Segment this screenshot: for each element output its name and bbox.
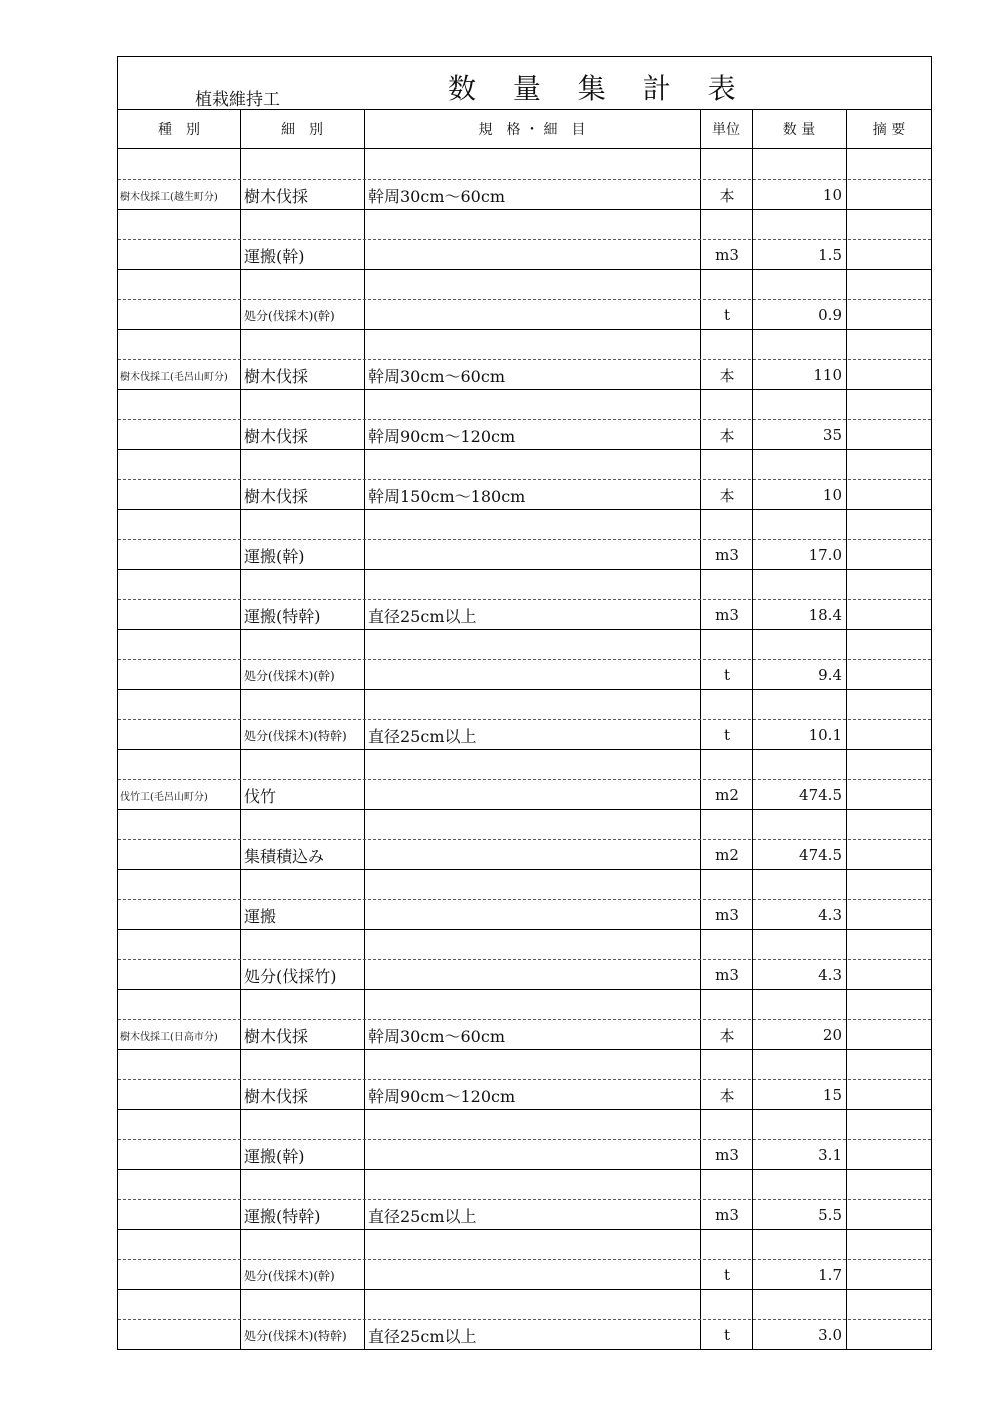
cell-spec: 直径25cm以上	[368, 1326, 477, 1346]
row-divider-dashed	[118, 719, 931, 720]
cell-detail: 処分(伐採竹)	[244, 966, 337, 986]
quantity-summary-sheet	[117, 56, 932, 1350]
cell-spec	[368, 1260, 698, 1290]
cell-spec: 幹周30cm～60cm	[368, 1026, 505, 1046]
cell-type: 樹木伐採工(越生町分)	[120, 191, 218, 203]
cell-type	[120, 840, 240, 870]
cell-type: 伐竹工(毛呂山町分)	[120, 791, 208, 803]
cell-quantity: 18.4	[808, 606, 842, 624]
cell-unit: m3	[715, 246, 739, 264]
cell-unit: m3	[715, 1206, 739, 1224]
cell-spec	[368, 780, 698, 810]
cell-type	[120, 420, 240, 450]
cell-spec: 幹周150cm～180cm	[368, 486, 526, 506]
cell-detail: 運搬(幹)	[244, 546, 305, 566]
cell-unit: m3	[715, 966, 739, 984]
cell-spec: 直径25cm以上	[368, 1206, 477, 1226]
column-divider	[700, 110, 701, 1349]
cell-quantity: 20	[822, 1026, 842, 1044]
cell-unit: t	[723, 1266, 731, 1284]
cell-spec	[368, 540, 698, 570]
cell-type: 樹木伐採工(日高市分)	[120, 1031, 218, 1043]
row-divider-dashed	[118, 299, 931, 300]
cell-spec: 幹周90cm～120cm	[368, 1086, 516, 1106]
row-divider	[118, 689, 931, 690]
column-divider	[240, 110, 241, 1349]
cell-spec: 幹周30cm～60cm	[368, 366, 505, 386]
cell-detail: 処分(伐採木)(幹)	[244, 668, 335, 683]
cell-quantity: 3.0	[818, 1326, 842, 1344]
cell-spec	[368, 300, 698, 330]
row-divider	[118, 809, 931, 810]
row-divider-dashed	[118, 779, 931, 780]
cell-spec: 幹周30cm～60cm	[368, 186, 505, 206]
cell-unit: m2	[715, 786, 739, 804]
cell-detail: 樹木伐採	[244, 486, 309, 506]
cell-quantity: 15	[822, 1086, 842, 1104]
row-divider-dashed	[118, 419, 931, 420]
cell-detail: 運搬(特幹)	[244, 1206, 321, 1226]
cell-unit: t	[723, 1326, 731, 1344]
row-divider	[118, 1229, 931, 1230]
row-divider-dashed	[118, 959, 931, 960]
cell-unit: m2	[715, 846, 739, 864]
cell-quantity: 1.7	[818, 1266, 842, 1284]
row-divider-dashed	[118, 599, 931, 600]
cell-type	[120, 1140, 240, 1170]
cell-type	[120, 1200, 240, 1230]
cell-quantity: 35	[822, 426, 842, 444]
cell-spec	[368, 240, 698, 270]
row-divider	[118, 989, 931, 990]
cell-quantity: 10	[822, 486, 842, 504]
cell-quantity: 10	[822, 186, 842, 204]
cell-type	[120, 900, 240, 930]
cell-detail: 樹木伐採	[244, 1026, 309, 1046]
row-divider-dashed	[118, 539, 931, 540]
cell-type	[120, 480, 240, 510]
cell-unit: m3	[715, 1146, 739, 1164]
row-divider-dashed	[118, 1199, 931, 1200]
cell-detail: 運搬(特幹)	[244, 606, 321, 626]
cell-type: 樹木伐採工(毛呂山町分)	[120, 371, 228, 383]
cell-spec: 直径25cm以上	[368, 606, 477, 626]
row-divider	[118, 1109, 931, 1110]
cell-quantity: 3.1	[818, 1146, 842, 1164]
cell-detail: 樹木伐採	[244, 366, 309, 386]
col-header-spec: 規 格 ・ 細 目	[478, 122, 586, 138]
cell-detail: 処分(伐採木)(幹)	[244, 308, 335, 323]
row-divider	[118, 869, 931, 870]
row-divider	[118, 269, 931, 270]
row-divider-dashed	[118, 359, 931, 360]
title-bar	[118, 57, 931, 110]
cell-unit: t	[723, 726, 731, 744]
cell-quantity: 4.3	[818, 906, 842, 924]
row-divider	[118, 929, 931, 930]
cell-type	[120, 600, 240, 630]
col-header-detail: 細 別	[281, 122, 323, 138]
cell-quantity: 1.5	[818, 246, 842, 264]
cell-unit: 本	[719, 1026, 735, 1045]
cell-detail: 樹木伐採	[244, 1086, 309, 1106]
row-divider	[118, 1049, 931, 1050]
cell-quantity: 5.5	[818, 1206, 842, 1224]
row-divider	[118, 1289, 931, 1290]
row-divider	[118, 329, 931, 330]
cell-type	[120, 1080, 240, 1110]
row-divider	[118, 449, 931, 450]
cell-detail: 運搬(幹)	[244, 1146, 305, 1166]
row-divider	[118, 209, 931, 210]
cell-quantity: 110	[813, 366, 842, 384]
cell-quantity: 474.5	[799, 786, 842, 804]
col-header-unit: 単位	[712, 122, 740, 138]
cell-spec	[368, 1140, 698, 1170]
cell-type	[120, 1320, 240, 1350]
row-divider	[118, 629, 931, 630]
cell-type	[120, 720, 240, 750]
row-divider	[118, 569, 931, 570]
cell-quantity: 474.5	[799, 846, 842, 864]
row-divider-dashed	[118, 239, 931, 240]
cell-type	[120, 240, 240, 270]
cell-spec	[368, 900, 698, 930]
cell-quantity: 4.3	[818, 966, 842, 984]
row-divider-dashed	[118, 1139, 931, 1140]
col-header-type: 種 別	[158, 122, 200, 138]
cell-spec	[368, 960, 698, 990]
cell-unit: m3	[715, 606, 739, 624]
row-divider	[118, 389, 931, 390]
col-header-note: 摘 要	[872, 122, 906, 138]
cell-type	[120, 540, 240, 570]
row-divider-dashed	[118, 1019, 931, 1020]
cell-type	[120, 660, 240, 690]
cell-detail: 運搬(幹)	[244, 246, 305, 266]
row-divider	[118, 749, 931, 750]
cell-quantity: 9.4	[818, 666, 842, 684]
cell-detail: 樹木伐採	[244, 186, 309, 206]
row-divider-dashed	[118, 899, 931, 900]
cell-quantity: 10.1	[808, 726, 842, 744]
cell-type	[120, 300, 240, 330]
cell-spec	[368, 840, 698, 870]
cell-unit: t	[723, 306, 731, 324]
row-divider	[118, 1169, 931, 1170]
cell-spec: 幹周90cm～120cm	[368, 426, 516, 446]
cell-detail: 運搬	[244, 906, 277, 926]
cell-unit: 本	[719, 366, 735, 385]
row-divider-dashed	[118, 479, 931, 480]
cell-unit: m3	[715, 546, 739, 564]
row-divider-dashed	[118, 1259, 931, 1260]
row-divider-dashed	[118, 179, 931, 180]
cell-type	[120, 960, 240, 990]
cell-unit: 本	[719, 1086, 735, 1105]
cell-detail: 集積積込み	[244, 846, 325, 866]
cell-detail: 処分(伐採木)(特幹)	[244, 728, 347, 743]
row-divider-dashed	[118, 839, 931, 840]
cell-detail: 処分(伐採木)(幹)	[244, 1268, 335, 1283]
cell-detail: 伐竹	[244, 786, 277, 806]
cell-type	[120, 1260, 240, 1290]
cell-spec	[368, 660, 698, 690]
row-divider-dashed	[118, 1319, 931, 1320]
cell-unit: m3	[715, 906, 739, 924]
column-divider	[364, 110, 365, 1349]
row-divider-dashed	[118, 659, 931, 660]
cell-unit: 本	[719, 186, 735, 205]
work-name: 植栽維持工	[195, 90, 280, 110]
cell-quantity: 17.0	[808, 546, 842, 564]
col-header-qty: 数 量	[782, 122, 816, 138]
column-divider	[846, 110, 847, 1349]
cell-quantity: 0.9	[818, 306, 842, 324]
cell-detail: 樹木伐採	[244, 426, 309, 446]
row-divider	[118, 509, 931, 510]
row-divider-dashed	[118, 1079, 931, 1080]
page-title: 数 量 集 計 表	[448, 72, 750, 105]
cell-detail: 処分(伐採木)(特幹)	[244, 1328, 347, 1343]
cell-unit: 本	[719, 486, 735, 505]
cell-unit: t	[723, 666, 731, 684]
cell-spec: 直径25cm以上	[368, 726, 477, 746]
cell-unit: 本	[719, 426, 735, 445]
